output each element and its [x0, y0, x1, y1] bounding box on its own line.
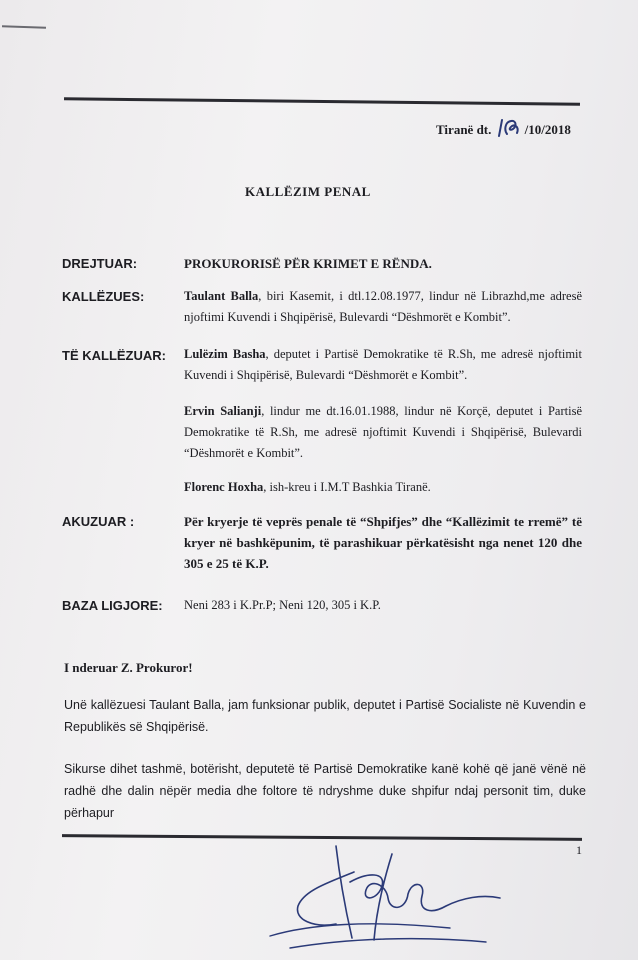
kallezues-details: , biri Kasemit, i dtl.12.08.1977, lindur në Librazhd,me adresë njoftimi Kuvendi i Shqipërisë, Bulevardi “Dëshmorët e Kombit”.	[184, 289, 583, 324]
document-date	[436, 118, 571, 138]
body-paragraph: Sikurse dihet tashmë, botërisht, deputetë të Partisë Demokratike kanë kohë që janë vënë në radhë dhe dalin nëpër media dhe foltore të ndryshme duke shpifur ndaj personit tim, duke përhapur	[64, 762, 586, 820]
body-paragraph: Unë kallëzuesi Taulant Balla, jam funksionar publik, deputet i Partisë Socialiste në Kuvendin e Republikës së Shqipërisë.	[64, 698, 586, 734]
accused-person-3	[184, 477, 582, 498]
accused-name: Florenc Hoxha	[184, 480, 264, 494]
accused-person-1	[184, 344, 582, 386]
salutation: I nderuar Z. Prokuror!	[64, 660, 193, 675]
handwritten-signature	[250, 820, 510, 960]
accused-details: , ish-kreu i I.M.T Bashkia Tiranë.	[263, 480, 431, 494]
accused-details: , lindur me dt.16.01.1988, lindur në Korçë, deputet i Partisë Demokratike të R.Sh, me adresë njoftimit Kuvendi i Shqipërisë, Bulevardi “Dëshmorët e Kombit”.	[184, 404, 582, 460]
page-number: 1	[576, 843, 582, 857]
accused-name: Lulëzim Basha	[184, 347, 266, 361]
baza-ligjore-value: Neni 283 i K.Pr.P; Neni 120, 305 i K.P.	[184, 598, 381, 612]
date-prefix: Tiranë dt.	[436, 122, 492, 137]
akuzuar-value: Për kryerje të veprës penale të “Shpifjes” dhe “Kallëzimit te rremë” të kryer në bashkëpunim, të parashikuar përkatësisht nga nenet 120 dhe 305 e 25 të K.P.	[184, 514, 582, 571]
handwritten-day	[495, 118, 525, 138]
corner-mark	[2, 25, 46, 29]
label-te-kallezuar: TË KALLËZUAR:	[62, 348, 166, 363]
accused-person-2	[184, 401, 582, 464]
kallezues-value	[184, 286, 582, 328]
drejtuar-value: PROKURORISË PËR KRIMET E RËNDA.	[184, 256, 432, 271]
accused-details: , deputet i Partisë Demokratike të R.Sh, me adresë njoftimit Kuvendi i Shqipërisë, Bulevardi “Dëshmorët e Kombit”.	[184, 347, 582, 382]
document-title: KALLËZIM PENAL	[245, 184, 371, 199]
accused-name: Ervin Salianji	[184, 404, 262, 418]
date-suffix: /10/2018	[524, 122, 571, 137]
kallezues-name: Taulant Balla	[184, 289, 259, 303]
header-rule	[64, 97, 580, 105]
label-drejtuar: DREJTUAR:	[62, 256, 138, 271]
label-akuzuar: AKUZUAR :	[62, 514, 135, 529]
label-baza-ligjore: BAZA LIGJORE:	[62, 598, 163, 613]
label-kallezues: KALLËZUES:	[62, 289, 145, 304]
